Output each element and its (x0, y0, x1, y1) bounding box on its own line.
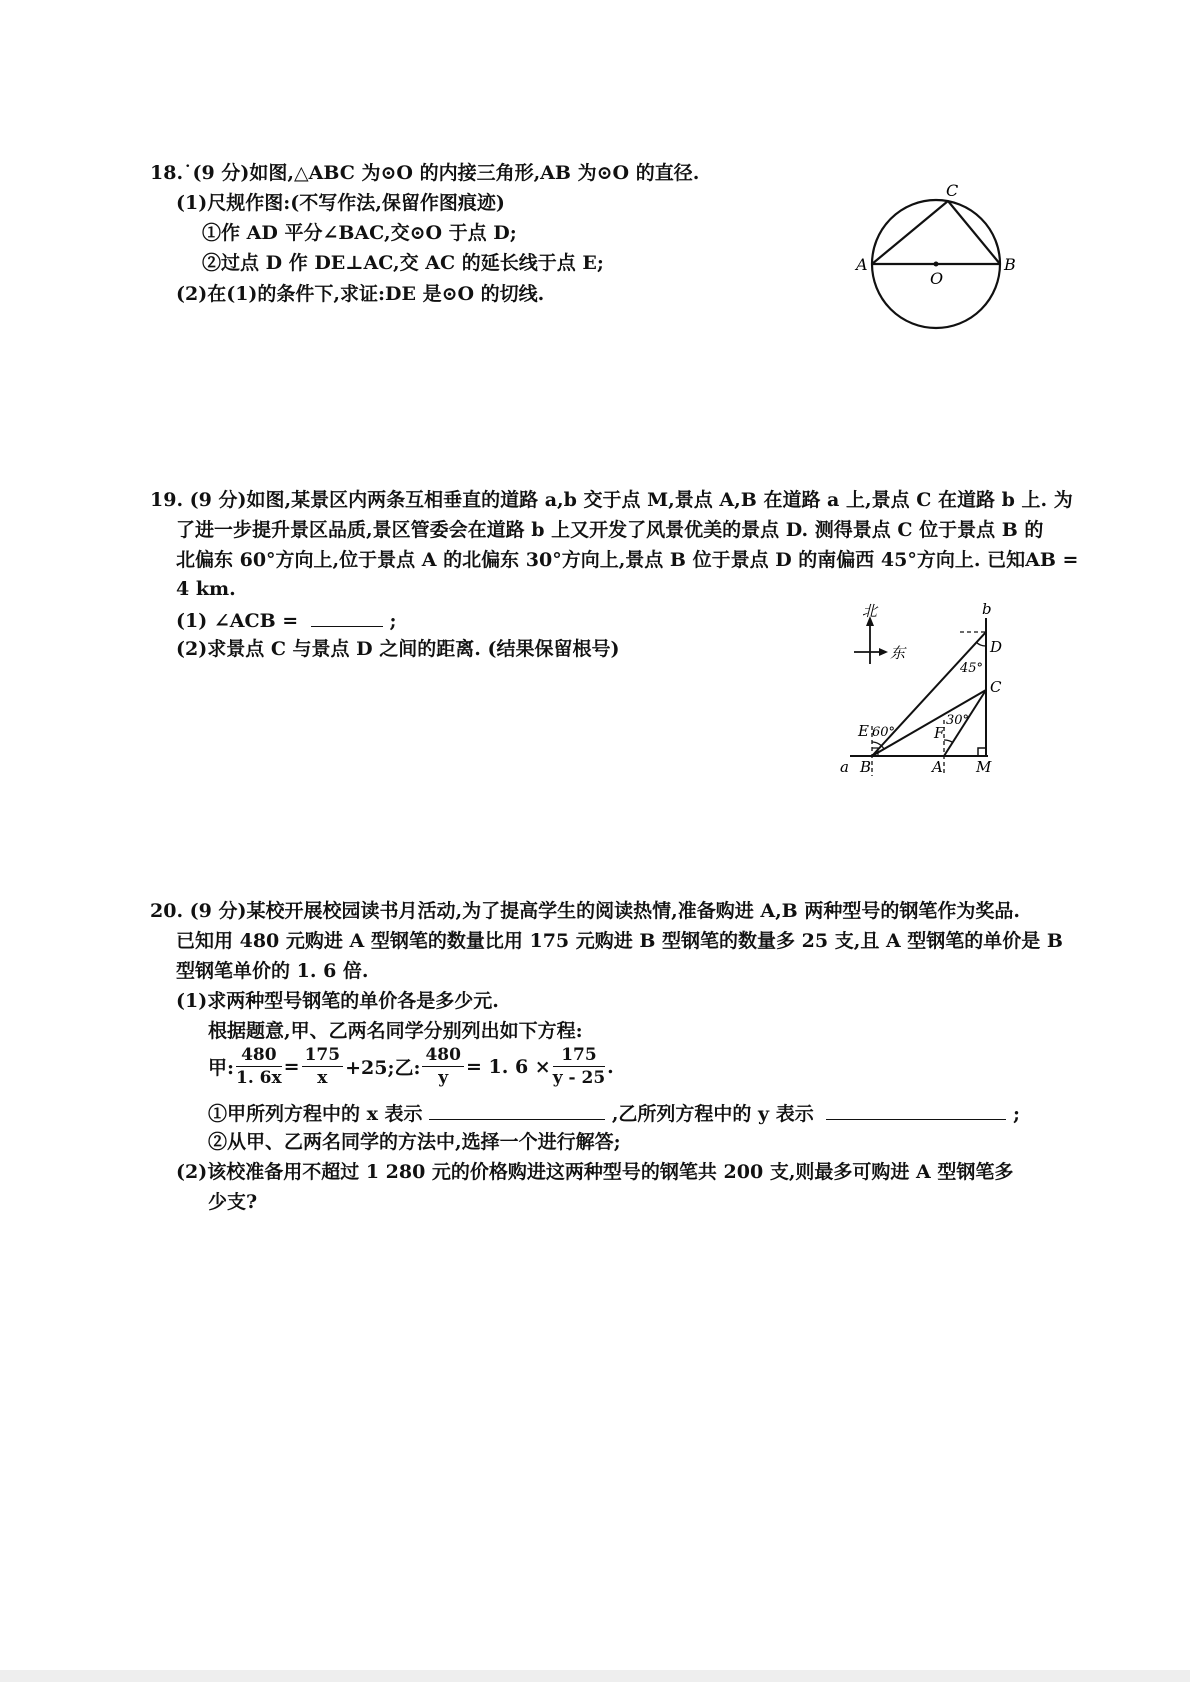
fraction-175-over-y-minus-25 (553, 1044, 605, 1089)
fraction-denominator: 1. 6x (236, 1068, 282, 1088)
q19-part1 (176, 606, 396, 634)
q20-line3: 型钢笔单价的 1. 6 倍. (176, 960, 369, 982)
step1-mid: ,乙所列方程中的 y 表示 (611, 1103, 814, 1125)
q20-part2-line2: 少支? (208, 1191, 258, 1213)
label-a: A (856, 255, 868, 274)
label-m: M (976, 758, 992, 776)
q20-part1-intro: 根据题意,甲、乙两名同学分别列出如下方程: (208, 1020, 583, 1042)
angle-label-45: 45° (960, 661, 984, 676)
label-road-b: b (982, 600, 992, 618)
q20-equations (208, 1044, 614, 1089)
q20-part1-step2: ②从甲、乙两名同学的方法中,选择一个进行解答; (208, 1131, 621, 1153)
fraction-numerator: 175 (302, 1044, 344, 1067)
label-c: C (946, 181, 959, 200)
center-point-o (934, 262, 939, 267)
step1-start: ①甲所列方程中的 x 表示 (208, 1103, 423, 1125)
label-b: B (860, 758, 872, 776)
eq-equals-1: = (283, 1055, 300, 1078)
q18-part1-step2: ②过点 D 作 DE⊥AC,交 AC 的延长线于点 E; (202, 252, 604, 274)
eq-end: . (607, 1055, 614, 1078)
fraction-175-over-x (302, 1044, 344, 1089)
q19-line4: 4 km. (176, 578, 236, 600)
fraction-480-over-y (422, 1044, 464, 1089)
label-d: D (990, 638, 1003, 656)
label-o: O (930, 269, 944, 288)
q19-line1: 19. (9 分)如图,某景区内两条互相垂直的道路 a,b 交于点 M,景点 A,B 在道路 a 上,景点 C 在道路 b 上. 为 (150, 489, 1073, 511)
q19-part1-label: (1) ∠ACB = (176, 610, 299, 632)
label-b: B (1004, 255, 1016, 274)
right-angle-m (978, 748, 986, 756)
fraction-denominator: y (438, 1068, 449, 1088)
north-label: 北 (862, 602, 878, 620)
eq-jia-label: 甲: (208, 1057, 235, 1079)
label-f: F (934, 724, 945, 742)
angle-arc-d (976, 642, 986, 646)
q19-part2: (2)求景点 C 与景点 D 之间的距离. (结果保留根号) (176, 638, 620, 660)
fraction-denominator: y - 25 (552, 1068, 606, 1088)
east-label: 东 (890, 644, 906, 662)
q20-line1: 20. (9 分)某校开展校园读书月活动,为了提高学生的阅读热情,准备购进 A,B 两种型号的钢笔作为奖品. (150, 900, 1020, 922)
answer-blank-y-meaning[interactable] (826, 1099, 1006, 1120)
q20-part2-line1: (2)该校准备用不超过 1 280 元的价格购进这两种型号的钢笔共 200 支,则最多可购进 A 型钢笔多 (176, 1161, 1014, 1183)
chord-ac (872, 201, 948, 264)
q20-line2: 已知用 480 元购进 A 型钢笔的数量比用 175 元购进 B 型钢笔的数量多 25 支,且 A 型钢笔的单价是 B (176, 930, 1063, 952)
q18-part2: (2)在(1)的条件下,求证:DE 是⊙O 的切线. (176, 283, 545, 305)
eq-plus-yi: +25;乙: (345, 1057, 421, 1079)
fraction-numerator: 175 (553, 1044, 605, 1067)
fraction-480-over-1-6x (236, 1044, 282, 1089)
page-bottom-edge (0, 1670, 1190, 1682)
q19-part1-end: ; (389, 610, 397, 632)
q19-line2: 了进一步提升景区品质,景区管委会在道路 b 上又开发了风景优美的景点 D. 测得景点 C 位于景点 B 的 (176, 519, 1044, 541)
label-a: A (932, 758, 943, 776)
eq-equals-2: = 1. 6 × (465, 1055, 551, 1078)
angle-label-60: 60° (872, 725, 896, 740)
q20-part1-step1 (208, 1099, 1020, 1127)
label-c: C (990, 678, 1002, 696)
fraction-numerator: 480 (236, 1044, 282, 1067)
q19-map-figure (832, 600, 1012, 780)
angle-arc-a (944, 740, 952, 742)
fraction-numerator: 480 (422, 1044, 464, 1067)
label-road-a: a (840, 758, 849, 776)
angle-label-30: 30° (946, 713, 970, 728)
answer-blank-acb[interactable] (311, 606, 383, 627)
fraction-denominator: x (317, 1068, 328, 1088)
q18-part1-step1: ①作 AD 平分∠BAC,交⊙O 于点 D; (202, 222, 517, 244)
east-arrow-icon (879, 648, 888, 656)
q18-stem: 18.˙(9 分)如图,△ABC 为⊙O 的内接三角形,AB 为⊙O 的直径. (150, 162, 700, 184)
q18-circle-figure (850, 180, 1030, 340)
q20-part1: (1)求两种型号钢笔的单价各是多少元. (176, 990, 499, 1012)
q19-line3: 北偏东 60°方向上,位于景点 A 的北偏东 30°方向上,景点 B 位于景点 D 的南偏西 45°方向上. 已知AB = (176, 549, 1079, 571)
label-e: E (858, 722, 869, 740)
step1-end: ; (1012, 1103, 1020, 1125)
answer-blank-x-meaning[interactable] (429, 1099, 605, 1120)
q18-part1: (1)尺规作图:(不写作法,保留作图痕迹) (176, 192, 505, 214)
